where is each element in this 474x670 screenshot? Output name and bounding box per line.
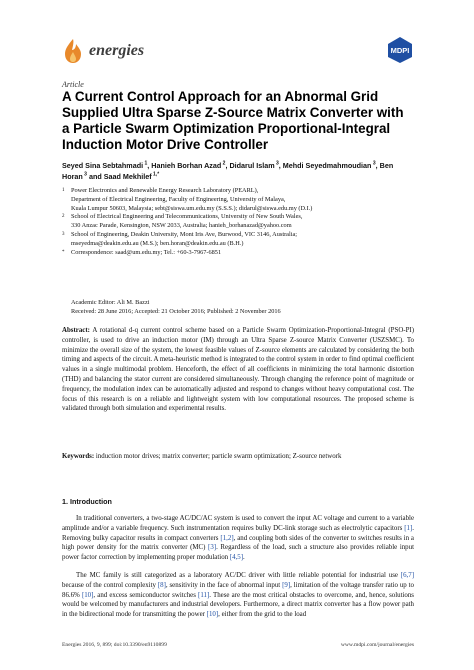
author-affiliation-mark: 3 [274,160,279,167]
citation-link[interactable]: [4,5] [229,554,244,562]
section-body [62,514,414,628]
paragraph-text: The MC family is still categorized as a laboratory AC/DC driver with little reliable potential for industrial use [76,571,401,579]
affiliation-item [62,249,414,258]
citation-footer: Energies 2016, 9, 899; doi:10.3390/en9110899 [62,642,167,648]
journal-name: energies [89,42,145,59]
paragraph-text: . [243,554,245,562]
author-name[interactable]: Mehdi Seyedmahmoudian [282,161,372,170]
keywords [62,452,414,462]
author-separator: , [278,161,283,170]
citation-link[interactable]: [1] [404,524,413,532]
page-footer [62,642,414,648]
author-separator: , [375,161,380,170]
abstract [62,326,414,414]
article-title: A Current Control Approach for an Abnormal Grid Supplied Ultra Sparse Z-Source Matrix Converter with a Particle Swarm Optimization Proportional-Integral Induction Motor Drive Controller [62,89,404,152]
paragraph-text: In traditional converters, a two-stage AC/DC/AC system is used to convert the input AC voltage and current to a variable amplitude and/or a variable frequency. Such instrumentation requires bulky DC-link storage such as electrolytic capacitors [62,515,414,532]
received-accepted-published: Received: 28 June 2016; Accepted: 21 October 2016; Published: 2 November 2016 [71,307,281,315]
citation-link[interactable]: [1,2] [220,534,234,542]
affiliation-line: Kuala Lumpur 50603, Malaysia; sebt@siswa.um.edu.my (S.S.S.); didarul@siswa.edu.my (D.I.) [71,204,313,212]
affiliation-number: 1 [62,188,65,193]
author-affiliation-mark: 1,* [151,171,160,178]
journal-logo[interactable] [62,38,144,64]
keywords-text: induction motor drives; matrix converter; particle swarm optimization; Z-source network [95,453,342,460]
mdpi-badge-text: MDPI [390,46,410,55]
author-name[interactable]: Seyed Sina Sebtahmadi [62,161,144,170]
article-type-label: Article [62,80,84,89]
abstract-text: A rotational d-q current control scheme based on a Particle Swarm Optimization-Proportional-Integral (PSO-PI) controller, is used to drive an induction motor (IM) through an Ultra Sparse Z-source Matrix Converter (USZSMC). To minimize the overall size of the system, the lowest feasible values of Z-source elements are calculated by considering the both timing and aspects of the circuit. A meta-heuristic method is integrated to the control system in order to find optimal coefficient values in a single multimodal problem. Henceforth, the effect of all coefficients in minimizing the total harmonic distortion (THD) and balancing the stator current are considered simultaneously. Through changing the reference point of magnitude or frequency, the modulation index can be automatically adjusted and respond to changes without heavy computational cost. The focus of this research is on a reliable and lightweight system with low computational resources. The proposed scheme is validated through both simulation and experimental results. [62,327,415,413]
citation-link[interactable]: [3] [208,544,217,552]
academic-editor: Academic Editor: Ali M. Bazzi [71,299,150,306]
author-affiliation-mark: 1 [143,160,148,167]
mdpi-logo-icon[interactable] [386,36,414,64]
author-affiliation-mark: 3 [82,171,87,178]
keywords-label: Keywords: [62,453,95,460]
paragraph-text: . Removing bulky capacitor results in compact converters [62,524,414,542]
author-affiliation-mark: 2 [221,160,226,167]
author-separator: , [147,161,152,170]
affiliation-number: 2 [62,214,65,220]
affiliation-item [62,213,414,231]
affiliation-line: Correspondence: saad@um.edu.my; Tel.: +60-3-7967-6851 [71,248,222,256]
affiliation-text [71,231,414,249]
affiliation-line: School of Electrical Engineering and Telecommunications, University of New South Wales, [71,213,303,221]
paragraph-text: , sensitivity in the face of abnormal input [165,581,283,589]
section-heading: 1. Introduction [62,497,112,506]
author-name[interactable]: Saad Mekhilef [103,172,152,181]
affiliation-text [71,249,414,258]
author-name[interactable]: Ben Horan [62,161,394,181]
abstract-label: Abstract: [62,327,90,334]
author-list [62,160,414,182]
affiliation-text [71,187,414,213]
paragraph-text: , and excess semiconductor switches [93,591,199,599]
journal-header [62,36,414,76]
affiliation-number: 3 [62,231,65,237]
affiliation-line: 330 Anzac Parade, Kensington, NSW 2033, Australia; hanieh_borhanazad@yahoo.com [71,222,292,230]
affiliation-text [71,213,414,231]
affiliation-line: School of Engineering, Deakin University, Mont Iris Ave, Burwood, VIC 3146, Australia; [71,230,298,238]
citation-link[interactable]: [10] [81,591,94,599]
body-paragraph [62,514,414,563]
affiliation-line: Department of Electrical Engineering, Faculty of Engineering, University of Malaya, [71,195,286,203]
flame-icon [62,38,84,64]
citation-link[interactable]: [9] [282,581,291,589]
paragraph-text: . These are the most critical obstacles to overcome, and, hence, solutions would be welcomed by manufacturers and industrial developers. Furthermore, a direct matrix converter has a flow power path in the bidirectional mode for transmitting the power [62,591,414,619]
body-paragraph [62,571,414,620]
paragraph-text: , limitation of the voltage transfer ratio up to 86.6% [62,581,414,599]
citation-link[interactable]: [8] [157,581,166,589]
affiliation-number: * [62,249,65,255]
paragraph-text: . Regardless of the load, such a structure also provides reliable input power factor correction by implementing proper modulation [62,544,414,562]
paragraph-text: , and coupling both sides of the converter to switches results in a high power density for the matrix converter (MC) [62,534,414,552]
citation-link[interactable]: [6,7] [400,571,414,579]
affiliation-line: Power Electronics and Renewable Energy Research Laboratory (PEARL), [71,187,259,194]
citation-link[interactable]: [11] [198,591,210,599]
journal-url[interactable]: www.mdpi.com/journal/energies [340,642,414,648]
author-separator: , [225,161,230,170]
paragraph-text: because of the control complexity [62,581,158,589]
citation-link[interactable]: [10] [206,611,219,619]
author-affiliation-mark: 3 [371,160,376,167]
affiliation-line: mseyedma@deakin.edu.au (M.S.); ben.horan@deakin.edu.au (B.H.) [71,239,244,247]
article-dates [71,299,414,317]
affiliations [62,187,414,257]
affiliation-item [62,187,414,213]
author-name[interactable]: Didarul Islam [229,161,275,170]
author-name[interactable]: Hanieh Borhan Azad [151,161,222,170]
paragraph-text: , either from the grid to the load [218,611,307,619]
affiliation-item [62,231,414,249]
author-separator: and [86,172,104,181]
